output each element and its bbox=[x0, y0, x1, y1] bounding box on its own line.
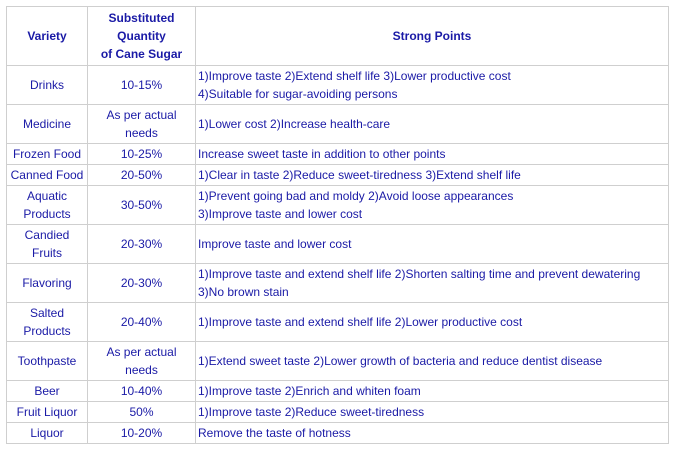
variety-cell bbox=[7, 303, 88, 342]
variety-cell bbox=[7, 105, 88, 144]
strong-points-cell bbox=[196, 381, 669, 402]
variety-cell bbox=[7, 264, 88, 303]
variety-cell bbox=[7, 165, 88, 186]
header-quantity-line: Quantity bbox=[117, 29, 166, 43]
quantity-cell bbox=[88, 186, 196, 225]
strong-points-cell-text: 1)Improve taste and extend shelf life 2)Lower productive cost bbox=[198, 315, 523, 329]
quantity-cell-text: 20-30% bbox=[120, 237, 163, 251]
quantity-cell bbox=[88, 423, 196, 444]
strong-points-cell-text: 1)Extend sweet taste 2)Lower growth of bacteria and reduce dentist disease bbox=[198, 354, 603, 368]
quantity-cell-text: 30-50% bbox=[120, 198, 163, 212]
strong-points-cell bbox=[196, 105, 669, 144]
strong-points-cell-text: 4)Suitable for sugar-avoiding persons bbox=[198, 87, 398, 101]
variety-cell bbox=[7, 342, 88, 381]
variety-cell-text: Candied bbox=[24, 228, 70, 242]
quantity-cell bbox=[88, 105, 196, 144]
variety-cell-text: Beer bbox=[34, 384, 60, 398]
variety-cell-text: Aquatic bbox=[26, 189, 68, 203]
table-row bbox=[7, 165, 669, 186]
sugar-substitute-table bbox=[6, 6, 669, 444]
table-row bbox=[7, 402, 669, 423]
variety-cell-text: Toothpaste bbox=[17, 354, 77, 368]
variety-cell bbox=[7, 225, 88, 264]
variety-cell bbox=[7, 144, 88, 165]
header-variety: Variety bbox=[7, 7, 88, 66]
strong-points-cell-text: 1)Improve taste 2)Enrich and whiten foam bbox=[198, 384, 421, 398]
quantity-cell bbox=[88, 264, 196, 303]
quantity-cell bbox=[88, 144, 196, 165]
strong-points-cell-text: 1)Prevent going bad and moldy 2)Avoid loose appearances bbox=[198, 189, 514, 203]
quantity-cell-text: 10-25% bbox=[120, 147, 163, 161]
variety-cell-text: Products bbox=[23, 324, 71, 338]
variety-cell-text: Canned Food bbox=[10, 168, 84, 182]
strong-points-cell bbox=[196, 264, 669, 303]
table-row bbox=[7, 144, 669, 165]
strong-points-cell bbox=[196, 165, 669, 186]
strong-points-cell-text: 1)Clear in taste 2)Reduce sweet-tiredness 3)Extend shelf life bbox=[198, 168, 521, 182]
header-quantity-line: of Cane Sugar bbox=[100, 47, 183, 61]
quantity-cell-text: 10-40% bbox=[120, 384, 163, 398]
variety-cell bbox=[7, 66, 88, 105]
strong-points-cell bbox=[196, 402, 669, 423]
strong-points-cell-text: 1)Lower cost 2)Increase health-care bbox=[198, 117, 391, 131]
table-row bbox=[7, 423, 669, 444]
variety-cell bbox=[7, 402, 88, 423]
strong-points-cell-text: Increase sweet taste in addition to other points bbox=[198, 147, 446, 161]
variety-cell-text: Frozen Food bbox=[12, 147, 82, 161]
strong-points-cell bbox=[196, 423, 669, 444]
strong-points-cell bbox=[196, 66, 669, 105]
quantity-cell-text: As per actual bbox=[106, 108, 177, 122]
variety-cell-text: Medicine bbox=[22, 117, 72, 131]
header-strong-points: Strong Points bbox=[196, 7, 669, 66]
table-row bbox=[7, 105, 669, 144]
quantity-cell bbox=[88, 165, 196, 186]
table-row bbox=[7, 264, 669, 303]
variety-cell-text: Products bbox=[23, 207, 71, 221]
strong-points-cell bbox=[196, 225, 669, 264]
table-row bbox=[7, 186, 669, 225]
strong-points-cell bbox=[196, 186, 669, 225]
variety-cell bbox=[7, 186, 88, 225]
quantity-cell-text: 20-50% bbox=[120, 168, 163, 182]
quantity-cell bbox=[88, 402, 196, 423]
strong-points-cell-text: 3)No brown stain bbox=[198, 285, 289, 299]
quantity-cell-text: 10-20% bbox=[120, 426, 163, 440]
table-row bbox=[7, 381, 669, 402]
strong-points-cell-text: 3)Improve taste and lower cost bbox=[198, 207, 363, 221]
strong-points-cell-text: Remove the taste of hotness bbox=[198, 426, 351, 440]
strong-points-cell bbox=[196, 303, 669, 342]
table-row bbox=[7, 66, 669, 105]
quantity-cell bbox=[88, 381, 196, 402]
header-row bbox=[7, 7, 669, 66]
header-quantity bbox=[88, 7, 196, 66]
quantity-cell-text: 10-15% bbox=[120, 78, 163, 92]
variety-cell-text: Salted bbox=[29, 306, 65, 320]
strong-points-cell bbox=[196, 144, 669, 165]
strong-points-cell-text: 1)Improve taste 2)Reduce sweet-tiredness bbox=[198, 405, 425, 419]
strong-points-cell-text: 1)Improve taste and extend shelf life 2)Shorten salting time and prevent dewatering bbox=[198, 267, 641, 281]
table-row bbox=[7, 303, 669, 342]
variety-cell-text: Flavoring bbox=[22, 276, 72, 290]
quantity-cell bbox=[88, 225, 196, 264]
strong-points-cell-text: Improve taste and lower cost bbox=[198, 237, 352, 251]
quantity-cell-text: As per actual bbox=[106, 345, 177, 359]
quantity-cell-text: 20-40% bbox=[120, 315, 163, 329]
table-row bbox=[7, 225, 669, 264]
variety-cell-text: Liquor bbox=[30, 426, 64, 440]
header-quantity-line: Substituted bbox=[108, 11, 175, 25]
variety-cell-text: Fruit Liquor bbox=[16, 405, 78, 419]
quantity-cell bbox=[88, 342, 196, 381]
strong-points-cell-text: 1)Improve taste 2)Extend shelf life 3)Lower productive cost bbox=[198, 69, 511, 83]
quantity-cell-text: needs bbox=[125, 126, 158, 140]
strong-points-cell bbox=[196, 342, 669, 381]
variety-cell-text: Fruits bbox=[32, 246, 62, 260]
quantity-cell-text: 50% bbox=[129, 405, 154, 419]
table-row bbox=[7, 342, 669, 381]
quantity-cell-text: 20-30% bbox=[120, 276, 163, 290]
variety-cell-text: Drinks bbox=[29, 78, 64, 92]
quantity-cell bbox=[88, 66, 196, 105]
variety-cell bbox=[7, 423, 88, 444]
quantity-cell bbox=[88, 303, 196, 342]
variety-cell bbox=[7, 381, 88, 402]
quantity-cell-text: needs bbox=[125, 363, 158, 377]
